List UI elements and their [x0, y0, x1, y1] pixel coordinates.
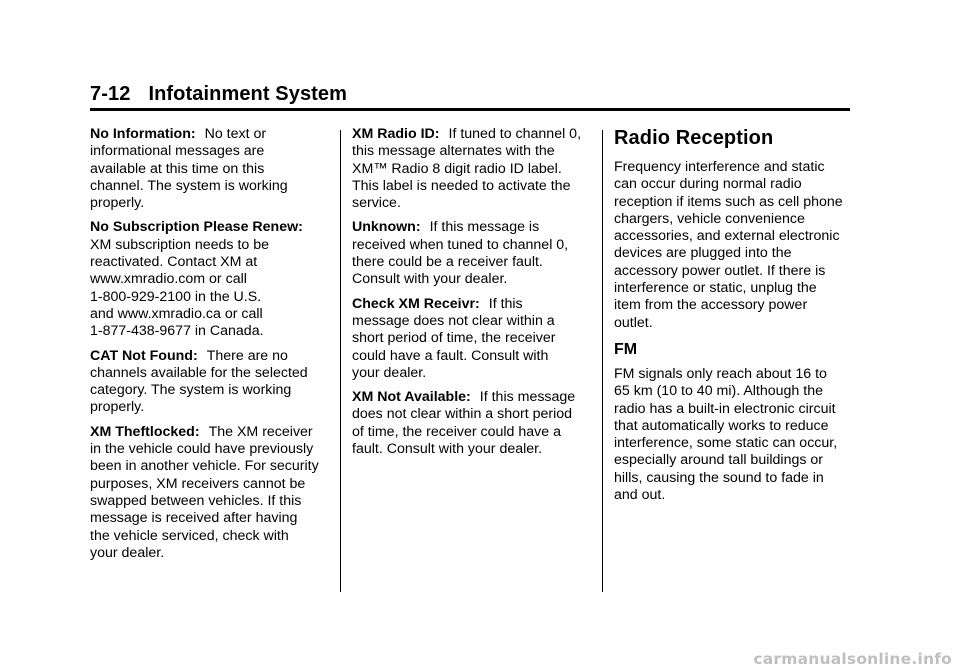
text-line: XM subscription needs to be [90, 236, 270, 253]
header-title [90, 82, 347, 106]
text-line: 65 km (10 to 40 mi). Although the [614, 383, 823, 400]
text-line: properly. [90, 195, 145, 212]
text-line: reactivated. Contact XM at [90, 254, 258, 271]
definition-cat-not-found [90, 348, 338, 417]
text-line: of time, the receiver could have a [352, 423, 561, 440]
text-line: in the vehicle could have previously [90, 441, 314, 458]
text-line: your dealer. [90, 544, 165, 561]
text-line [90, 348, 338, 365]
text-line: www.xmradio.com or call [90, 271, 247, 288]
text-line: channels available for the selected [90, 364, 308, 381]
term: Check XM Receivr: [352, 295, 480, 312]
text-line: been in another vehicle. For security [90, 458, 319, 475]
text-column-3 [614, 126, 852, 511]
definition-unknown [352, 219, 594, 288]
text-line-content: There are no [206, 347, 288, 364]
text-line: the vehicle serviced, check with [90, 527, 289, 544]
text-line [90, 424, 338, 441]
text-line [352, 389, 594, 406]
text-line: purposes, XM receivers cannot be [90, 475, 306, 492]
text-column-1 [90, 126, 338, 569]
text-line: message is received after having [90, 510, 298, 527]
term: XM Theftlocked: [90, 423, 200, 440]
term: Unknown: [352, 219, 421, 236]
text-line [352, 126, 594, 143]
text-line-content: If this message is [429, 219, 540, 236]
text-line: reception if items such as cell phone [614, 193, 843, 210]
text-line: can occur during normal radio [614, 176, 802, 193]
text-line: available at this time on this [90, 160, 265, 177]
text-line-content: If this [488, 295, 523, 312]
text-line: there could be a receiver fault. [352, 254, 543, 271]
text-line: service. [352, 195, 401, 212]
text-line: 1-877-438-9677 in Canada. [90, 323, 264, 340]
text-line: radio has a built-in electronic circuit [614, 400, 836, 417]
definition-no-subscription [90, 219, 338, 340]
watermark: carmanualsonline.info [753, 650, 952, 668]
text-line: accessory power outlet. If there is [614, 262, 826, 279]
text-line: This label is needed to activate the [352, 177, 571, 194]
text-line: devices are plugged into the [614, 245, 792, 262]
text-line: hills, causing the sound to fade in [614, 469, 824, 486]
text-line: short period of time, the receiver [352, 330, 556, 347]
term: No Information: [90, 126, 196, 142]
text-line: that automatically works to reduce [614, 417, 829, 434]
text-line [352, 296, 594, 313]
text-line: 1-800-929-2100 in the U.S. [90, 288, 262, 305]
text-line: especially around tall buildings or [614, 452, 823, 469]
text-line: category. The system is working [90, 382, 292, 399]
term: No Subscription Please Renew: [90, 219, 303, 236]
text-line: does not clear within a short period [352, 406, 573, 423]
definition-xm-radio-id [352, 126, 594, 212]
column-divider [602, 130, 603, 592]
text-line: chargers, vehicle convenience [614, 210, 805, 227]
text-line: item from the accessory power [614, 297, 808, 314]
text-column-2 [352, 126, 594, 465]
term: CAT Not Found: [90, 347, 198, 364]
text-line-content: If this message [479, 389, 576, 406]
text-line: this message alternates with the [352, 143, 555, 160]
text-line: accessories, and external electronic [614, 228, 840, 245]
text-line-content: If tuned to channel 0, [448, 126, 582, 142]
text-line: FM signals only reach about 16 to [614, 365, 827, 382]
text-line [90, 126, 338, 143]
subsection-heading: FM [614, 340, 638, 358]
text-line: your dealer. [352, 364, 427, 381]
text-line: Consult with your dealer. [352, 271, 508, 288]
term: XM Not Available: [352, 389, 471, 406]
text-line-content: The XM receiver [208, 423, 313, 440]
text-line: message does not clear within a [352, 312, 555, 329]
text-line: outlet. [614, 314, 653, 331]
text-line: interference, some static can occur, [614, 435, 838, 452]
text-line: and www.xmradio.ca or call [90, 305, 263, 322]
text-line: properly. [90, 399, 145, 416]
text-line: fault. Consult with your dealer. [352, 441, 543, 458]
section-heading: Radio Reception [614, 127, 774, 149]
text-line-content: No text or [204, 126, 267, 142]
text-line: informational messages are [90, 143, 265, 160]
text-line: and out. [614, 487, 666, 504]
definition-check-xm-receivr [352, 296, 594, 382]
column-divider [340, 130, 341, 592]
page-header [90, 80, 850, 111]
text-line: received when tuned to channel 0, [352, 236, 569, 253]
text-line: Frequency interference and static [614, 159, 825, 175]
page-number: 7-12 [90, 83, 131, 105]
definition-no-information [90, 126, 338, 212]
term: XM Radio ID: [352, 126, 440, 142]
radio-reception-paragraph [614, 159, 852, 332]
text-line [352, 219, 594, 236]
text-line: channel. The system is working [90, 177, 288, 194]
text-line [90, 219, 338, 236]
definition-xm-theftlocked [90, 424, 338, 562]
text-line: could have a fault. Consult with [352, 347, 549, 364]
section-title: Infotainment System [148, 83, 348, 105]
text-line: interference or static, unplug the [614, 280, 817, 297]
definition-xm-not-available [352, 389, 594, 458]
text-line: swapped between vehicles. If this [90, 492, 302, 509]
text-line: XM™ Radio 8 digit radio ID label. [352, 160, 562, 177]
fm-paragraph [614, 366, 852, 504]
